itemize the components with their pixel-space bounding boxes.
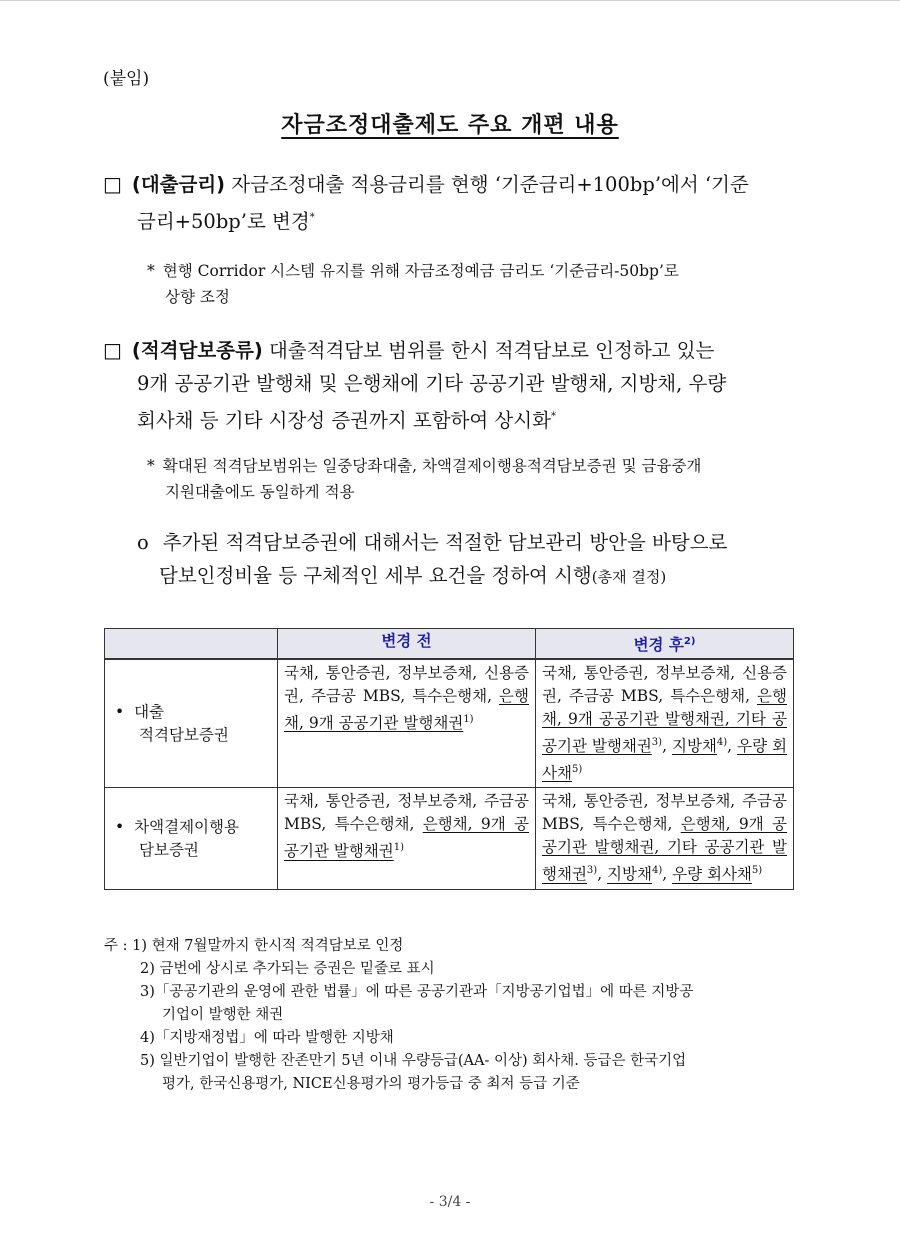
- note-text: 지원대출에도 동일하게 적용: [165, 483, 355, 501]
- sub-text-small: (총재 결정): [591, 568, 667, 586]
- section-heading: (적격담보종류): [131, 339, 263, 362]
- table-header-blank: [105, 629, 278, 660]
- checkbox-glyph: □: [103, 338, 122, 362]
- section-note: [147, 453, 807, 505]
- table-header-after: 변경 후$^{2)}$: [536, 629, 794, 660]
- section-text: 자금조정대출 적용금리를 현행 ‘기준금리+100bp’에서 ‘기준: [225, 173, 749, 196]
- attachment-label: (붙임): [103, 69, 150, 89]
- section-interest-rate: [103, 168, 803, 238]
- section-eligible-collateral: [103, 334, 803, 437]
- sub-bullet: o: [137, 531, 149, 554]
- note-text: 확대된 적격담보범위는 일중당좌대출, 차액결제이행용적격담보증권 및 금융중개: [162, 457, 702, 475]
- footnote-3: 3)「공공기관의 운영에 관한 법률」에 따른 공공기관과「지방공기업법」에 따른 지방공: [140, 984, 694, 1000]
- footnote-2: 2) 금번에 상시로 추가되는 증권은 밑줄로 표시: [140, 961, 435, 977]
- section-text: 9개 공공기관 발행채 및 은행채에 기타 공공기관 발행채, 지방채, 우량: [137, 372, 727, 395]
- checkbox-glyph: □: [103, 172, 122, 196]
- table-row: [105, 659, 794, 788]
- footnote-3-cont: 기업이 발행한 채권: [162, 1007, 284, 1023]
- table-row: [105, 788, 794, 889]
- cell-before: 국채, 통안증권, 정부보증채, 신용증권, 주금공 MBS, 특수은행채, 은행채, 9개 공공기관 발행채권$^{1)}$: [278, 659, 536, 788]
- sub-bullet-paragraph: [137, 526, 807, 594]
- note-text: 상향 조정: [165, 288, 230, 306]
- footnote-5-cont: 평가, 한국신용평가, NICE신용평가의 평가등급 중 최저 등급 기준: [162, 1076, 580, 1092]
- footnote-star: *: [309, 212, 315, 223]
- table-header-row: [105, 629, 794, 660]
- page-number: - 3/4 -: [429, 1194, 471, 1210]
- sub-text: 추가된 적격담보증권에 대해서는 적절한 담보관리 방안을 바탕으로: [162, 531, 728, 554]
- footnote-5: 5) 일반기업이 발행한 잔존만기 5년 이내 우량등급(AA- 이상) 회사채. 등급은 한국기업: [140, 1053, 687, 1069]
- footnote-star: *: [550, 411, 556, 422]
- footnote-4: 4)「지방재정법」에 따라 발행한 지방채: [140, 1030, 394, 1046]
- footnote-1: 주 : 1) 현재 7월말까지 한시적 적격담보로 인정: [104, 938, 404, 954]
- footnotes: [104, 935, 804, 1096]
- row-label: • 차액결제이행용 담보증권: [105, 788, 278, 889]
- document-title-text: 자금조정대출제도 주요 개편 내용: [281, 113, 619, 138]
- row-label: • 대출 적격담보증권: [105, 659, 278, 788]
- section-text: 회사채 등 기타 시장성 증권까지 포함하여 상시화: [137, 408, 551, 432]
- section-text: 대출적격담보 범위를 한시 적격담보로 인정하고 있는: [262, 339, 715, 362]
- note-star: *: [147, 457, 155, 475]
- section-note: [147, 258, 807, 310]
- section-text: 금리+50bp’로 변경: [137, 209, 310, 233]
- note-star: *: [147, 262, 155, 280]
- comparison-table: [104, 628, 794, 890]
- cell-after: 국채, 통안증권, 정부보증채, 신용증권, 주금공 MBS, 특수은행채, 은행채, 9개 공공기관 발행채권, 기타 공공기관 발행채권$^{3)}$, 지방채$^{4)}$, 우량 회사채$^{5)}$: [536, 659, 794, 788]
- cell-before: 국채, 통안증권, 정부보증채, 주금공 MBS, 특수은행채, 은행채, 9개 공공기관 발행채권$^{1)}$: [278, 788, 536, 889]
- table-header-before: 변경 전: [278, 629, 536, 660]
- cell-after: 국채, 통안증권, 정부보증채, 주금공 MBS, 특수은행채, 은행채, 9개 공공기관 발행채권, 기타 공공기관 발행채권$^{3)}$, 지방채$^{4)}$, 우량 회사채$^{5)}$: [536, 788, 794, 889]
- document-title: [0, 108, 900, 139]
- sub-text: 담보인정비율 등 구체적인 세부 요건을 정하여 시행: [159, 564, 592, 587]
- section-heading: (대출금리): [131, 173, 226, 196]
- note-text: 현행 Corridor 시스템 유지를 위해 자금조정예금 금리도 ‘기준금리-50bp’로: [162, 262, 679, 280]
